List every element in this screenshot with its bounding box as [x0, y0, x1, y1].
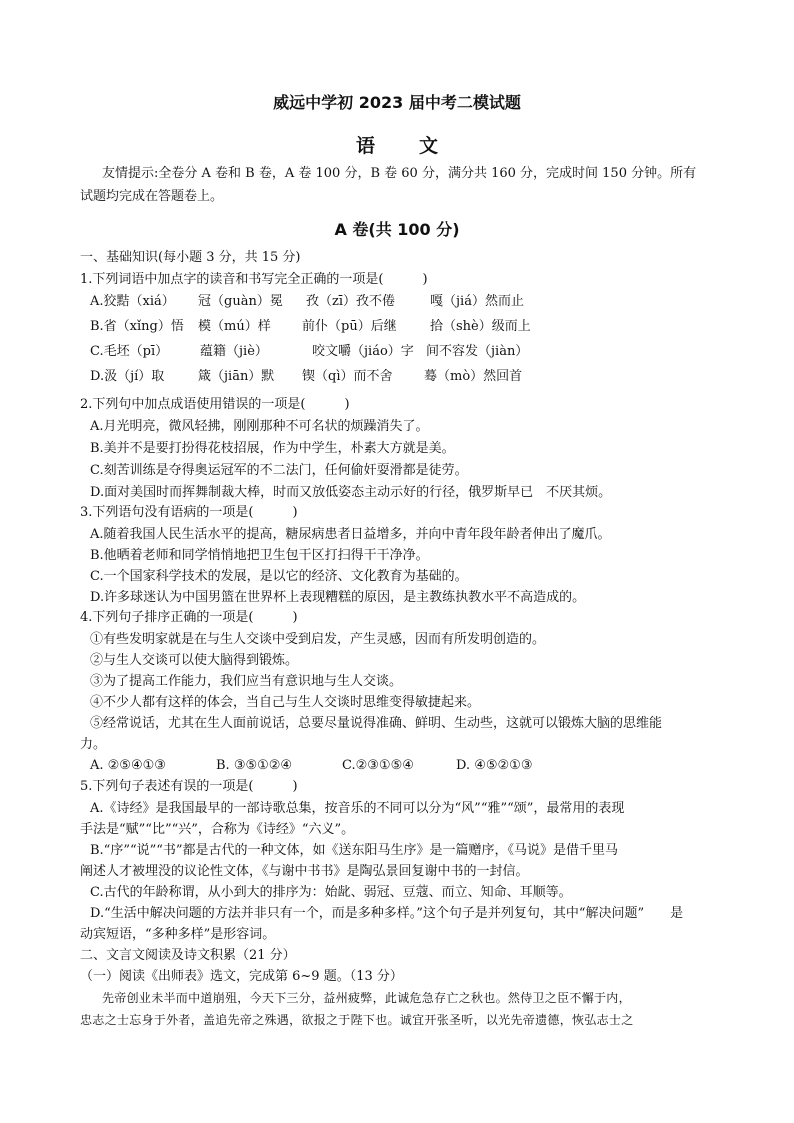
q2-option-c: C.刻苦训练是夺得奥运冠军的不二法门，任何偷奸耍滑都是徒劳。 [90, 463, 468, 478]
q4-sentence-1: ①有些发明家就是在与生人交谈中受到启发，产生灵感，因而有所发明创造的。 [90, 632, 546, 647]
q4-option-d: D. ④⑤②①③ [456, 758, 533, 773]
section-a-title: A 卷(共 100 分) [334, 220, 460, 239]
q3-option-b: B.他晒着老师和同学悄悄地把卫生包干区打扫得干干净净。 [90, 548, 429, 563]
passage-line-1: 先帝创业未半而中道崩殂，今天下三分，益州疲弊，此诚危急存亡之秋也。然侍卫之臣不懈于内， [102, 991, 631, 1005]
q4-options [90, 758, 533, 774]
q2-stem: 2.下列句中加点成语使用错误的一项是( ) [80, 397, 350, 412]
q4-sentence-5-cont: 力。 [80, 737, 107, 752]
q1-c-item-1: C.毛坯（pī） [90, 344, 169, 359]
q5-option-b: B.“序”“说”“书”都是古代的一种文体，如《送东阳马生序》是一篇赠序，《马说》是借千里马 [90, 843, 619, 858]
q3-option-a: A.随着我国人民生活水平的提高，糖尿病患者日益增多，并向中青年段年龄者伸出了魔爪。 [90, 527, 611, 542]
subject-heading [0, 131, 794, 158]
part1-heading: 一、基础知识(每小题 3 分，共 15 分) [80, 250, 301, 265]
q3-option-c: C.一个国家科学技术的发展，是以它的经济、文化教育为基础的。 [90, 569, 468, 584]
q4-sentence-4: ④不少人都有这样的体会，当自己与生人交谈时思维变得敏捷起来。 [90, 695, 481, 710]
q1-a-item-1: A.狡黠（xiá） [90, 294, 175, 309]
part2-heading: 二、文言文阅读及诗文积累（21 分） [80, 948, 296, 963]
q5-stem: 5.下列句子表述有误的一项是( ) [80, 779, 298, 794]
q1-a-item-2: 冠（guàn）冕 [198, 294, 283, 309]
q1-b-item-1: B.省（xǐng）悟 [90, 319, 184, 334]
q1-d-item-4: 蓦（mò）然回首 [424, 369, 523, 384]
q1-option-d [90, 369, 522, 385]
q5-option-a-cont: 手法是“赋”“比”“兴”，合称为《诗经》“六义”。 [80, 822, 355, 837]
q2-option-d: D.面对美国时而挥舞制裁大棒，时而又放低姿态主动示好的行径，俄罗斯早已 不厌其烦。 [90, 485, 612, 500]
notice-line-2: 试题均完成在答题卷上。 [80, 189, 224, 204]
q1-option-a [90, 294, 524, 310]
subject-char-2: 文 [419, 135, 439, 157]
notice-line-1: 友情提示:全卷分 A 卷和 B 卷，A 卷 100 分，B 卷 60 分，满分共 160 分，完成时间 150 分钟。所有 [102, 166, 697, 181]
q3-option-d: D.许多球迷认为中国男篮在世界杯上表现糟糕的原因，是主教练执教水平不高造成的。 [90, 590, 586, 605]
q5-option-b-cont: 阐述人才被埋没的议论性文体，《与谢中书书》是陶弘景回复谢中书的一封信。 [80, 864, 529, 879]
q4-option-b: B. ③⑤①②④ [216, 758, 293, 773]
q2-option-a: A.月光明亮，微风轻拂，刚刚那种不可名状的烦躁消失了。 [90, 419, 429, 434]
q1-option-b [90, 319, 531, 335]
q4-sentence-3: ③为了提高工作能力，我们应当有意识地与生人交谈。 [90, 674, 403, 689]
q1-c-item-4: 间不容发（jiàn） [426, 344, 529, 359]
q1-option-c [90, 344, 528, 360]
q5-option-a: A.《诗经》是我国最早的一部诗歌总集，按音乐的不同可以分为“风”“雅”“颂”，最常用的表现 [90, 801, 625, 816]
q1-b-item-3: 前仆（pū）后继 [302, 319, 397, 334]
q2-option-b: B.美并不是要打扮得花枝招展，作为中学生，朴素大方就是美。 [90, 441, 455, 456]
q4-sentence-2: ②与生人交谈可以使大脑得到锻炼。 [90, 653, 299, 668]
q1-c-item-2: 蕴籍（jiè） [200, 344, 268, 359]
q1-d-item-1: D.汲（jí）取 [90, 369, 165, 384]
q1-stem: 1.下列词语中加点字的读音和书写完全正确的一项是( ) [80, 272, 428, 287]
q1-b-item-4: 拾（shè）级而上 [430, 319, 531, 334]
q5-option-d: D.“生活中解决问题的方法并非只有一个，而是多种多样。”这个句子是并列复句，其中“解决问题” 是 [90, 906, 684, 921]
q1-c-item-3: 咬文嚼（jiáo）字 [312, 344, 414, 359]
q1-a-item-3: 孜（zī）孜不倦 [306, 294, 396, 309]
q1-a-item-4: 嘎（jiá）然而止 [430, 294, 524, 309]
q4-option-a: A. ②⑤④①③ [90, 758, 166, 773]
subject-char-1: 语 [355, 135, 375, 157]
part2-sub-heading: （一）阅读《出师表》选文，完成第 6~9 题。（13 分） [80, 969, 403, 984]
q5-option-d-cont: 动宾短语，“多种多样”是形容词。 [80, 927, 276, 942]
q1-d-item-2: 箴（jiān）默 [198, 369, 275, 384]
q4-option-c: C.②③①⑤④ [342, 758, 414, 773]
q1-b-item-2: 模（mú）样 [198, 319, 271, 334]
q4-sentence-5: ⑤经常说话，尤其在生人面前说话，总要尽量说得准确、鲜明、生动些，这就可以锻炼大脑的思维能 [90, 716, 663, 731]
q4-stem: 4.下列句子排序正确的一项是( ) [80, 610, 298, 625]
q3-stem: 3.下列语句没有语病的一项是( ) [80, 505, 298, 520]
passage-line-2: 忠志之士忘身于外者，盖追先帝之殊遇，欲报之于陛下也。诚宜开张圣听，以光先帝遗德，恢弘志士之 [80, 1013, 634, 1027]
exam-title: 威远中学初 2023 届中考二模试题 [273, 93, 521, 112]
q5-option-c: C.古代的年龄称谓，从小到大的排序为：始龀、弱冠、豆蔻、而立、知命、耳顺等。 [90, 885, 572, 900]
q1-d-item-3: 锲（qì）而不舍 [302, 369, 393, 384]
